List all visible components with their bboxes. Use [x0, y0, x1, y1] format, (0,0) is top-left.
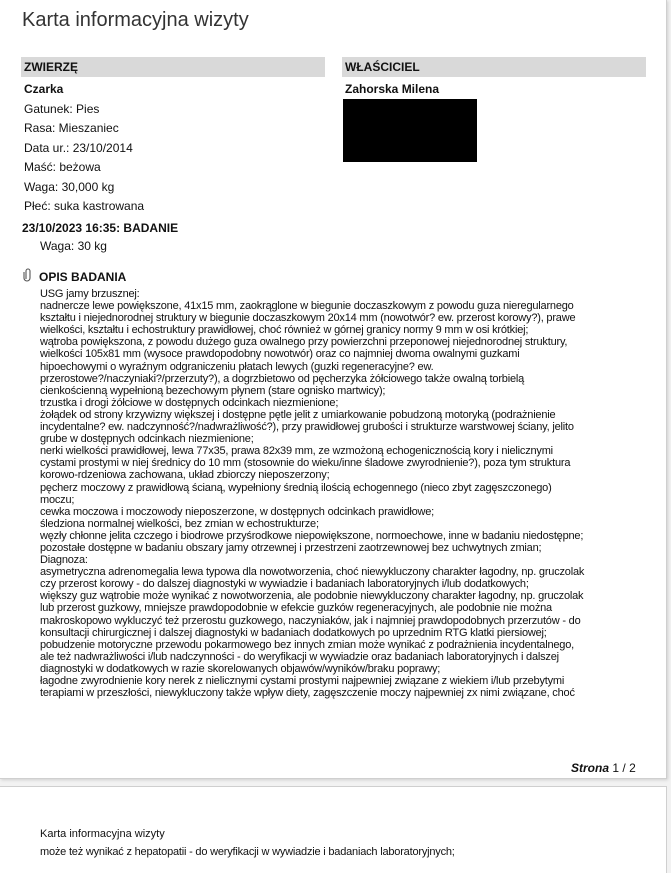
exam-line: moczu;	[40, 493, 75, 506]
page-separator: /	[619, 761, 630, 775]
animal-birth-date: Data ur.: 23/10/2014	[24, 140, 133, 155]
exam-line: konsultacji chirurgicznej i dalszej diagnostyki w badaniach dodatkowych po uprzednim RTG klatki piersiowej;	[40, 626, 547, 639]
redacted-owner-details	[343, 99, 477, 162]
exam-line: wielkości 105x81 mm (wysoce prawdopodobny nowotwór) oraz co najmniej dwoma owalnymi guzkami	[40, 348, 520, 361]
exam-line: łagodne zwyrodnienie kory nerek z nielicznymi cystami prostymi najpewniej związane z wiekiem i/lub przebytymi	[40, 675, 565, 687]
exam-line: lub przerost guzkowy, mniejsze prawdopodobnie w efekcie guzków regeneracyjnych, ale podobnie nie można	[40, 602, 552, 615]
exam-section-title: OPIS BADANIA	[39, 270, 127, 284]
exam-line: żołądek od strony krzywizny większej i dostępne pętle jelit z umiarkowanie pobudzoną motoryką (podrażnienie	[40, 408, 556, 421]
page-current: 1	[612, 761, 620, 775]
exam-line: kształtu i niejednorodnej struktury w biegunie doczaszkowym 20x14 mm (nowotwór? ew. przerost korowy?), prawe	[40, 312, 576, 325]
exam-line: pobudzenie motoryczne przewodu pokarmowego bez innych zmian może wynikać z podrażnienia incydentalnego,	[40, 638, 574, 651]
exam-line: cewka moczowa i moczowody nieposzerzone, w dostępnych odcinkach prawidłowe;	[40, 505, 435, 518]
visit-weight: Waga: 30 kg	[40, 239, 107, 253]
animal-details	[24, 80, 144, 217]
exam-line: węzły chłonne jelita czczego i biodrowe przyśrodkowe niepowiększone, normoechowe, inne w badaniu niedostępne;	[40, 529, 584, 542]
animal-species: Gatunek: Pies	[24, 101, 100, 116]
exam-line: korowo-rdzeniowa zachowana, układ zbiorczy nieposzerzony;	[40, 469, 330, 482]
exam-line: asymetryczna adrenomegalia lewa typowa dla nowotworzenia, choć niewykluczony charakter łagodny, np. gruczolak	[40, 566, 585, 579]
exam-line: nadnercze lewe powiększone, 41x15 mm, zaokrąglone w biegunie doczaszkowym z powodu guza nieregularnego	[40, 300, 574, 313]
exam-line: przerostowe?/naczyniaki?/przerzuty?), a dogrzbietowo od pęcherzyka żółciowego także owalną torbielą	[40, 372, 525, 385]
exam-line: cienkościenną wypełnioną bezechowym płynem (stare ognisko martwicy);	[40, 384, 386, 397]
exam-line: czy przerost korowy - do dalszej diagnostyki w wywiadzie i badaniach laboratoryjnych i/lub dodatkowych;	[40, 578, 529, 591]
exam-line: większy guz wątrobie może wynikać z nowotworzenia, ale podobnie niewykluczony charakter łagodny, np. gruczolak	[40, 590, 584, 603]
animal-section-header: ZWIERZĘ	[21, 57, 325, 77]
owner-name: Zahorska Milena	[345, 82, 440, 96]
visit-header: 23/10/2023 16:35: BADANIE	[22, 221, 179, 235]
owner-section-header: WŁAŚCICIEL	[342, 57, 646, 77]
exam-line: USG jamy brzusznej:	[40, 288, 140, 300]
animal-breed: Rasa: Mieszaniec	[24, 121, 119, 135]
exam-line: pozostałe dostępne w badaniu obszary jamy otrzewnej i przestrzeni zaotrzewnowej bez uchwytnych zmian;	[40, 541, 542, 554]
animal-name: Czarka	[24, 82, 64, 96]
exam-line: incydentalne? ew. nadczynność?/nadwrażliwość?), przy prawidłowej grubości i strukturze warstwowej ściany, jelito	[40, 421, 574, 434]
page-label: Strona	[571, 761, 610, 775]
exam-line: terapiami w przeszłości, niewykluczony także wpływ diety, zagęszczenie moczy najpewniej zx nimi związane, choć	[40, 687, 575, 700]
exam-line: ale też nadwrażliwości i/lub nadczynności - do weryfikacji w wywiadzie oraz badaniach laboratoryjnych i dalszej	[40, 650, 559, 663]
page-indicator	[571, 761, 636, 775]
exam-line: nerki wielkości prawidłowej, lewa 77x35, prawa 82x39 mm, ze wzmożoną echogenicznością kory i nielicznymi	[40, 445, 553, 458]
paperclip-icon	[23, 267, 33, 283]
animal-weight: Waga: 30,000 kg	[24, 179, 115, 194]
animal-sex: Płeć: suka kastrowana	[24, 199, 145, 213]
exam-line: cystami prostymi w niej średnicy do 10 mm (stosownie do wieku/inne śladowe zwyrodnienie?), poza tym struktura	[40, 457, 571, 470]
page-total: 2	[629, 761, 636, 775]
exam-line: Diagnoza:	[40, 554, 88, 567]
exam-line: wątroba powiększona, z powodu dużego guza owalnego przy powierzchni przeponowej niejednorodnej struktury,	[40, 336, 568, 349]
page-title: Karta informacyjna wizyty	[22, 9, 249, 31]
page-2-first-line: może też wynikać z hepatopatii - do weryfikacji w wywiadzie i badaniach laboratoryjnych;	[40, 846, 455, 858]
exam-line: grube w dostępnych odcinkach niezmienione;	[40, 433, 254, 446]
exam-line: diagnostyki w dodatkowych w razie skorelowanych objawów/wyników/braku poprawy;	[40, 662, 441, 675]
exam-line: makroskopowo wykluczyć też przerostu guzkowego, naczyniaków, jak i najmniej prawdopodobnych przerzutów - do	[40, 614, 581, 627]
exam-line: śledziona normalnej wielkości, bez zmian w echostrukturze;	[40, 517, 319, 530]
page-2-header: Karta informacyjna wizyty	[40, 828, 165, 840]
exam-line: pęcherz moczowy z prawidłową ścianą, wypełniony średnią ilością echogennego (nieco zbyt zagęszczonego)	[40, 481, 552, 494]
exam-description	[40, 288, 648, 699]
exam-line: wielkości, kształtu i echostruktury prawidłowej, choć również w górnej granicy normy 9 mm w osi krótkiej;	[40, 324, 529, 337]
animal-color: Maść: beżowa	[24, 160, 101, 174]
exam-line: hipoechowymi o wyraźnym odgraniczeniu płatach lewych (guzki regeneracyjne? ew.	[40, 360, 434, 373]
exam-line: trzustka i drogi żółciowe w dostępnych odcinkach niezmienione;	[40, 396, 339, 409]
